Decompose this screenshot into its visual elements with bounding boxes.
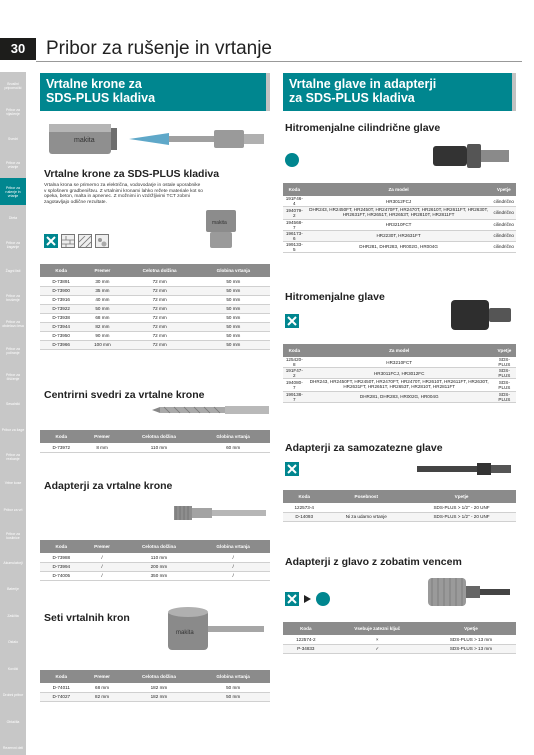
table-cell: 72 mm [123, 322, 197, 331]
brick-material-icon [61, 234, 75, 248]
table-cell: DHR243, HR2450FT, HR2450T, HR2470FT, HR2470T, HR2610T, HR2611FT, HR2630T, HR2631FT, HR2651T, HR2653T, HR2810T, HR2811FT [306, 207, 492, 220]
table-cell: SDS-PLUS > 1/2" - 20 UNF [407, 503, 516, 512]
table-cell: 68 mm [83, 683, 122, 692]
right-banner-line1: Vrtalne glave in adapterji [289, 77, 437, 91]
sidebar-tab[interactable]: Rezervni deli [0, 735, 26, 755]
table-cell: 122573-4 [283, 503, 325, 512]
sidebar [0, 0, 26, 755]
table-cell: 60 mm [196, 443, 270, 452]
table-row [283, 391, 516, 402]
table-row [40, 322, 270, 331]
table-cell: 191F47-2 [283, 368, 306, 379]
table-row [40, 340, 270, 349]
core-bit-image [44, 116, 269, 162]
sds-plus-icon [285, 314, 299, 328]
column-header: Premer [82, 264, 122, 277]
title-divider [36, 61, 522, 62]
column-header: Koda [40, 540, 83, 553]
table-cell: HR3210FCT [306, 357, 493, 368]
crowns-table [40, 264, 270, 350]
table-cell: SDS-PLUS > 13 mm [426, 635, 516, 644]
table-cell: 72 mm [123, 295, 197, 304]
page-number: 30 [0, 38, 36, 60]
table-cell: 199138-7 [283, 391, 306, 402]
table-cell: D-73944 [40, 322, 82, 331]
column-header: Koda [40, 430, 83, 443]
self-tightening-title: Adapterji za samozatezne glave [285, 442, 443, 454]
sidebar-tab[interactable]: Pribor za žage [0, 417, 26, 444]
gear-heads-title: Adapterji z glavo z zobatim vencem [285, 556, 462, 568]
table-row [40, 553, 270, 562]
sidebar-tab[interactable]: Ostalo [0, 629, 26, 656]
table-cell: 122574-2 [283, 635, 329, 644]
sidebar-tab[interactable]: Pribor za poliranje [0, 337, 26, 364]
table-cell: D-74011 [40, 683, 83, 692]
table-cell: D-73891 [40, 277, 82, 286]
svg-text:makita: makita [74, 137, 95, 144]
table-cell: 50 mm [196, 692, 270, 701]
table-cell: DHR281, DHR283, HR002G, HR004G [306, 241, 492, 252]
table-cell: / [196, 571, 270, 580]
table-cell: D-73972 [40, 443, 83, 452]
heads-title: Hitromenjalne glave [285, 291, 385, 303]
table-header-row [40, 670, 270, 683]
table-cell: 90 mm [82, 331, 122, 340]
table-cell: DHR243, HR2450FT, HR2450T, HR2470FT, HR2470T, HR2610T, HR2611FT, HR2630T, HR2631FT, HR2651T, HR2653T, HR2810T, HR2811FT [306, 379, 493, 392]
table-cell: 50 mm [197, 340, 270, 349]
table-row [283, 635, 516, 644]
table-cell: cilindrično [492, 230, 516, 241]
left-banner-line1: Vrtalne krone za [46, 77, 142, 91]
table-row [40, 443, 270, 452]
sidebar-tab[interactable]: Pribor za vrt [0, 496, 26, 523]
table-cell: 199133-5 [283, 241, 306, 252]
sds-plus-icon [285, 462, 299, 476]
centering-title: Centrirni svedri za vrtalne krone [44, 389, 205, 401]
table-cell: 50 mm [196, 683, 270, 692]
column-header: Za model [306, 183, 492, 196]
right-section-banner [283, 73, 516, 111]
table-cell: 50 mm [197, 295, 270, 304]
column-header: Vsebuje zatezni ključ [329, 622, 426, 635]
column-header: Vpetje [407, 490, 516, 503]
table-cell: / [196, 553, 270, 562]
table-header-row [283, 344, 516, 357]
table-cell: SDS-PLUS [493, 391, 516, 402]
column-header: Premer [83, 670, 122, 683]
table-cell: 110 mm [122, 443, 197, 452]
sidebar-tab[interactable]: Baterije [0, 576, 26, 603]
sidebar-tab[interactable]: Pribor za rezkanje [0, 443, 26, 470]
table-row [283, 644, 516, 653]
sidebar-tab[interactable]: Pribor za obdelavo lesa [0, 311, 26, 338]
table-cell: 194079-2 [283, 207, 306, 220]
table-cell: HR3012FCJ [306, 196, 492, 207]
table-cell: SDS-PLUS [493, 357, 516, 368]
table-row [40, 692, 270, 701]
table-row [283, 368, 516, 379]
right-banner-line2: za SDS-PLUS kladiva [289, 91, 415, 105]
table-cell: 110 mm [122, 553, 197, 562]
table-cell: 182 mm [122, 692, 197, 701]
sidebar-tab[interactable]: Vrtne kose [0, 470, 26, 497]
sidebar-tab[interactable]: Pribor za vijačenje [0, 99, 26, 126]
table-row [40, 683, 270, 692]
table-row [283, 379, 516, 392]
column-header: Celotna dolžina [122, 430, 197, 443]
table-cell: D-73916 [40, 295, 82, 304]
table-cell: / [83, 553, 122, 562]
sidebar-tab[interactable]: Pribor za vrtanje [0, 152, 26, 179]
table-cell: P-34833 [283, 644, 329, 653]
column-header: Koda [283, 183, 306, 196]
column-header: Celotna dolžina [123, 264, 197, 277]
cyl-heads-table [283, 183, 516, 253]
column-header: Premer [83, 540, 122, 553]
table-cell: HR3011FCJ, HR3012FC [306, 368, 493, 379]
table-cell: × [329, 635, 426, 644]
column-header: Premer [83, 430, 122, 443]
centering-drill-image [150, 404, 272, 416]
table-cell: 30 mm [82, 277, 122, 286]
table-cell: 72 mm [123, 313, 197, 322]
page-title: Pribor za rušenje in vrtanje [46, 38, 272, 59]
table-cell: cilindrično [492, 207, 516, 220]
table-cell: D-74005 [40, 571, 83, 580]
table-cell: 50 mm [197, 277, 270, 286]
sidebar-tab[interactable]: Dleta [0, 205, 26, 232]
column-header: Koda [40, 670, 83, 683]
table-cell: D-73938 [40, 313, 82, 322]
table-row [40, 286, 270, 295]
arrow-right-icon [302, 594, 312, 604]
column-header: Koda [283, 490, 325, 503]
column-header: Globina vrtanja [196, 670, 270, 683]
table-cell: cilindrično [492, 219, 516, 230]
table-cell: Ni za udarno vrtanje [325, 512, 407, 521]
table-cell: 50 mm [197, 313, 270, 322]
sidebar-tab[interactable]: Drobni pribor [0, 682, 26, 709]
sidebar-tab[interactable]: Svedri [0, 125, 26, 152]
table-cell: 50 mm [82, 304, 122, 313]
table-header-row [283, 490, 516, 503]
table-cell: 68 mm [82, 313, 122, 322]
sets-table [40, 670, 270, 702]
table-cell: 50 mm [197, 304, 270, 313]
table-cell: 50 mm [197, 331, 270, 340]
table-cell: 50 mm [197, 322, 270, 331]
table-cell: 72 mm [123, 304, 197, 313]
crown-adapter-image [170, 498, 270, 528]
table-row [40, 304, 270, 313]
table-cell: D-73966 [40, 340, 82, 349]
table-cell: HR2230T, HR2631FT [306, 230, 492, 241]
column-header: Vpetje [493, 344, 516, 357]
table-cell: 200 mm [122, 562, 197, 571]
table-cell: 125420-8 [283, 357, 306, 368]
table-cell: D-74027 [40, 692, 83, 701]
table-row [40, 562, 270, 571]
heads-table [283, 344, 516, 403]
table-cell [325, 503, 407, 512]
table-cell: D-73994 [40, 562, 83, 571]
sidebar-tab[interactable]: Oblačila [0, 708, 26, 735]
cylindrical-shank-icon [316, 592, 330, 606]
core-bit-small-image [200, 204, 245, 259]
table-cell: cilindrično [492, 196, 516, 207]
column-header: Vpetje [426, 622, 516, 635]
column-header: Globina vrtanja [197, 264, 270, 277]
sidebar-tab[interactable]: Pribor za kosilnice [0, 523, 26, 550]
self-tightening-adapter-image [415, 460, 515, 478]
column-header: Globina vrtanja [196, 430, 270, 443]
table-row [40, 295, 270, 304]
table-row [283, 219, 516, 230]
gear-heads-table [283, 622, 516, 654]
sidebar-tab[interactable]: Žagni listi [0, 258, 26, 285]
table-cell: 50 mm [197, 286, 270, 295]
table-row [283, 357, 516, 368]
table-header-row [40, 540, 270, 553]
svg-text:makita: makita [212, 220, 227, 226]
table-cell: 350 mm [122, 571, 197, 580]
table-header-row [283, 183, 516, 196]
table-row [283, 503, 516, 512]
table-cell: 72 mm [123, 331, 197, 340]
table-cell: 82 mm [82, 322, 122, 331]
sds-chuck-image [445, 294, 515, 336]
table-cell: 72 mm [123, 277, 197, 286]
concrete-material-icon [78, 234, 92, 248]
gear-chuck-image [420, 570, 515, 614]
column-header: Posebnost [325, 490, 407, 503]
table-cell: 196173-6 [283, 230, 306, 241]
table-row [283, 230, 516, 241]
sidebar-tab[interactable]: Zaščita [0, 602, 26, 629]
table-cell: 82 mm [83, 692, 122, 701]
table-cell: SDS-PLUS [493, 368, 516, 379]
stone-material-icon [95, 234, 109, 248]
table-cell: DHR281, DHR283, HR002G, HR004G [306, 391, 493, 402]
table-header-row [40, 264, 270, 277]
column-header: Celotna dolžina [122, 670, 197, 683]
table-cell: 182 mm [122, 683, 197, 692]
table-cell: 35 mm [82, 286, 122, 295]
adapters-crowns-title: Adapterji za vrtalne krone [44, 480, 173, 492]
table-cell: SDS-PLUS > 13 mm [426, 644, 516, 653]
table-cell: D-73900 [40, 286, 82, 295]
table-row [283, 207, 516, 220]
table-cell: 194568-7 [283, 219, 306, 230]
crowns-description: Vrtalna krona se primerno za električna, vodovodarje in ostale uporabnike v splošnem gradbeništvu. Z vrtalnimi kronami lahko režete materiale kot so opeka, beton, malta in apnenec. Z možnimi in vzdržljivimi TCT zobmi zagotavljajo odlične rezultate. [44, 183, 203, 205]
table-row [283, 512, 516, 521]
left-banner-line2: SDS-PLUS kladiva [46, 91, 156, 105]
column-header: Koda [283, 344, 306, 357]
table-cell: 100 mm [82, 340, 122, 349]
table-cell: / [83, 571, 122, 580]
table-row [40, 571, 270, 580]
sidebar-tab[interactable]: Pribor za žaganje [0, 231, 26, 258]
column-header: Globina vrtanja [196, 540, 270, 553]
table-cell: 40 mm [82, 295, 122, 304]
column-header: Koda [40, 264, 82, 277]
table-row [40, 277, 270, 286]
table-cell: D-14093 [283, 512, 325, 521]
column-header: Za model [306, 344, 493, 357]
table-row [283, 196, 516, 207]
table-header-row [40, 430, 270, 443]
sidebar-tab[interactable]: Akumulatorji [0, 549, 26, 576]
table-cell: 72 mm [123, 340, 197, 349]
left-section-banner [40, 73, 270, 111]
self-tightening-table [283, 490, 516, 522]
sets-title: Seti vrtalnih kron [44, 612, 130, 624]
column-header: Celotna dolžina [122, 540, 197, 553]
centering-table [40, 430, 270, 453]
adapters-crowns-table [40, 540, 270, 581]
table-cell: SDS-PLUS [493, 379, 516, 392]
table-cell: / [83, 562, 122, 571]
table-cell: 8 mm [83, 443, 122, 452]
sidebar-tab[interactable]: Sesalniki [0, 390, 26, 417]
sidebar-tab[interactable]: Pribor za brušenje [0, 284, 26, 311]
sidebar-tab[interactable]: Pribor za rušenje in vrtanje [0, 178, 26, 205]
table-header-row [283, 622, 516, 635]
svg-text:makita: makita [176, 630, 194, 636]
crowns-title: Vrtalne krone za SDS-PLUS kladiva [44, 168, 220, 180]
table-cell: 194080-7 [283, 379, 306, 392]
table-row [40, 331, 270, 340]
table-cell: D-73988 [40, 553, 83, 562]
table-cell: 72 mm [123, 286, 197, 295]
table-cell: D-73950 [40, 331, 82, 340]
table-row [40, 313, 270, 322]
sidebar-tab[interactable]: Pribor za čiščenje [0, 364, 26, 391]
table-cell: cilindrično [492, 241, 516, 252]
table-cell: HR3210FCT [306, 219, 492, 230]
sidebar-tab[interactable]: Kovčki [0, 655, 26, 682]
table-cell: 191F46-4 [283, 196, 306, 207]
cyl-heads-title: Hitromenjalne cilindrične glave [285, 122, 441, 134]
table-cell: / [196, 562, 270, 571]
cylindrical-shank-icon [285, 153, 299, 167]
sds-plus-icon [285, 592, 299, 606]
column-header: Koda [283, 622, 329, 635]
table-cell: D-73922 [40, 304, 82, 313]
table-row [283, 241, 516, 252]
table-cell: ✓ [329, 644, 426, 653]
cylindrical-chuck-image [425, 136, 515, 174]
column-header: Vpetje [492, 183, 516, 196]
table-cell: SDS-PLUS > 1/2" - 20 UNF [407, 512, 516, 521]
sds-plus-icon [44, 234, 58, 248]
sidebar-tab[interactable]: Brusilni pripomočki [0, 72, 26, 99]
core-bit-set-image [160, 600, 270, 660]
